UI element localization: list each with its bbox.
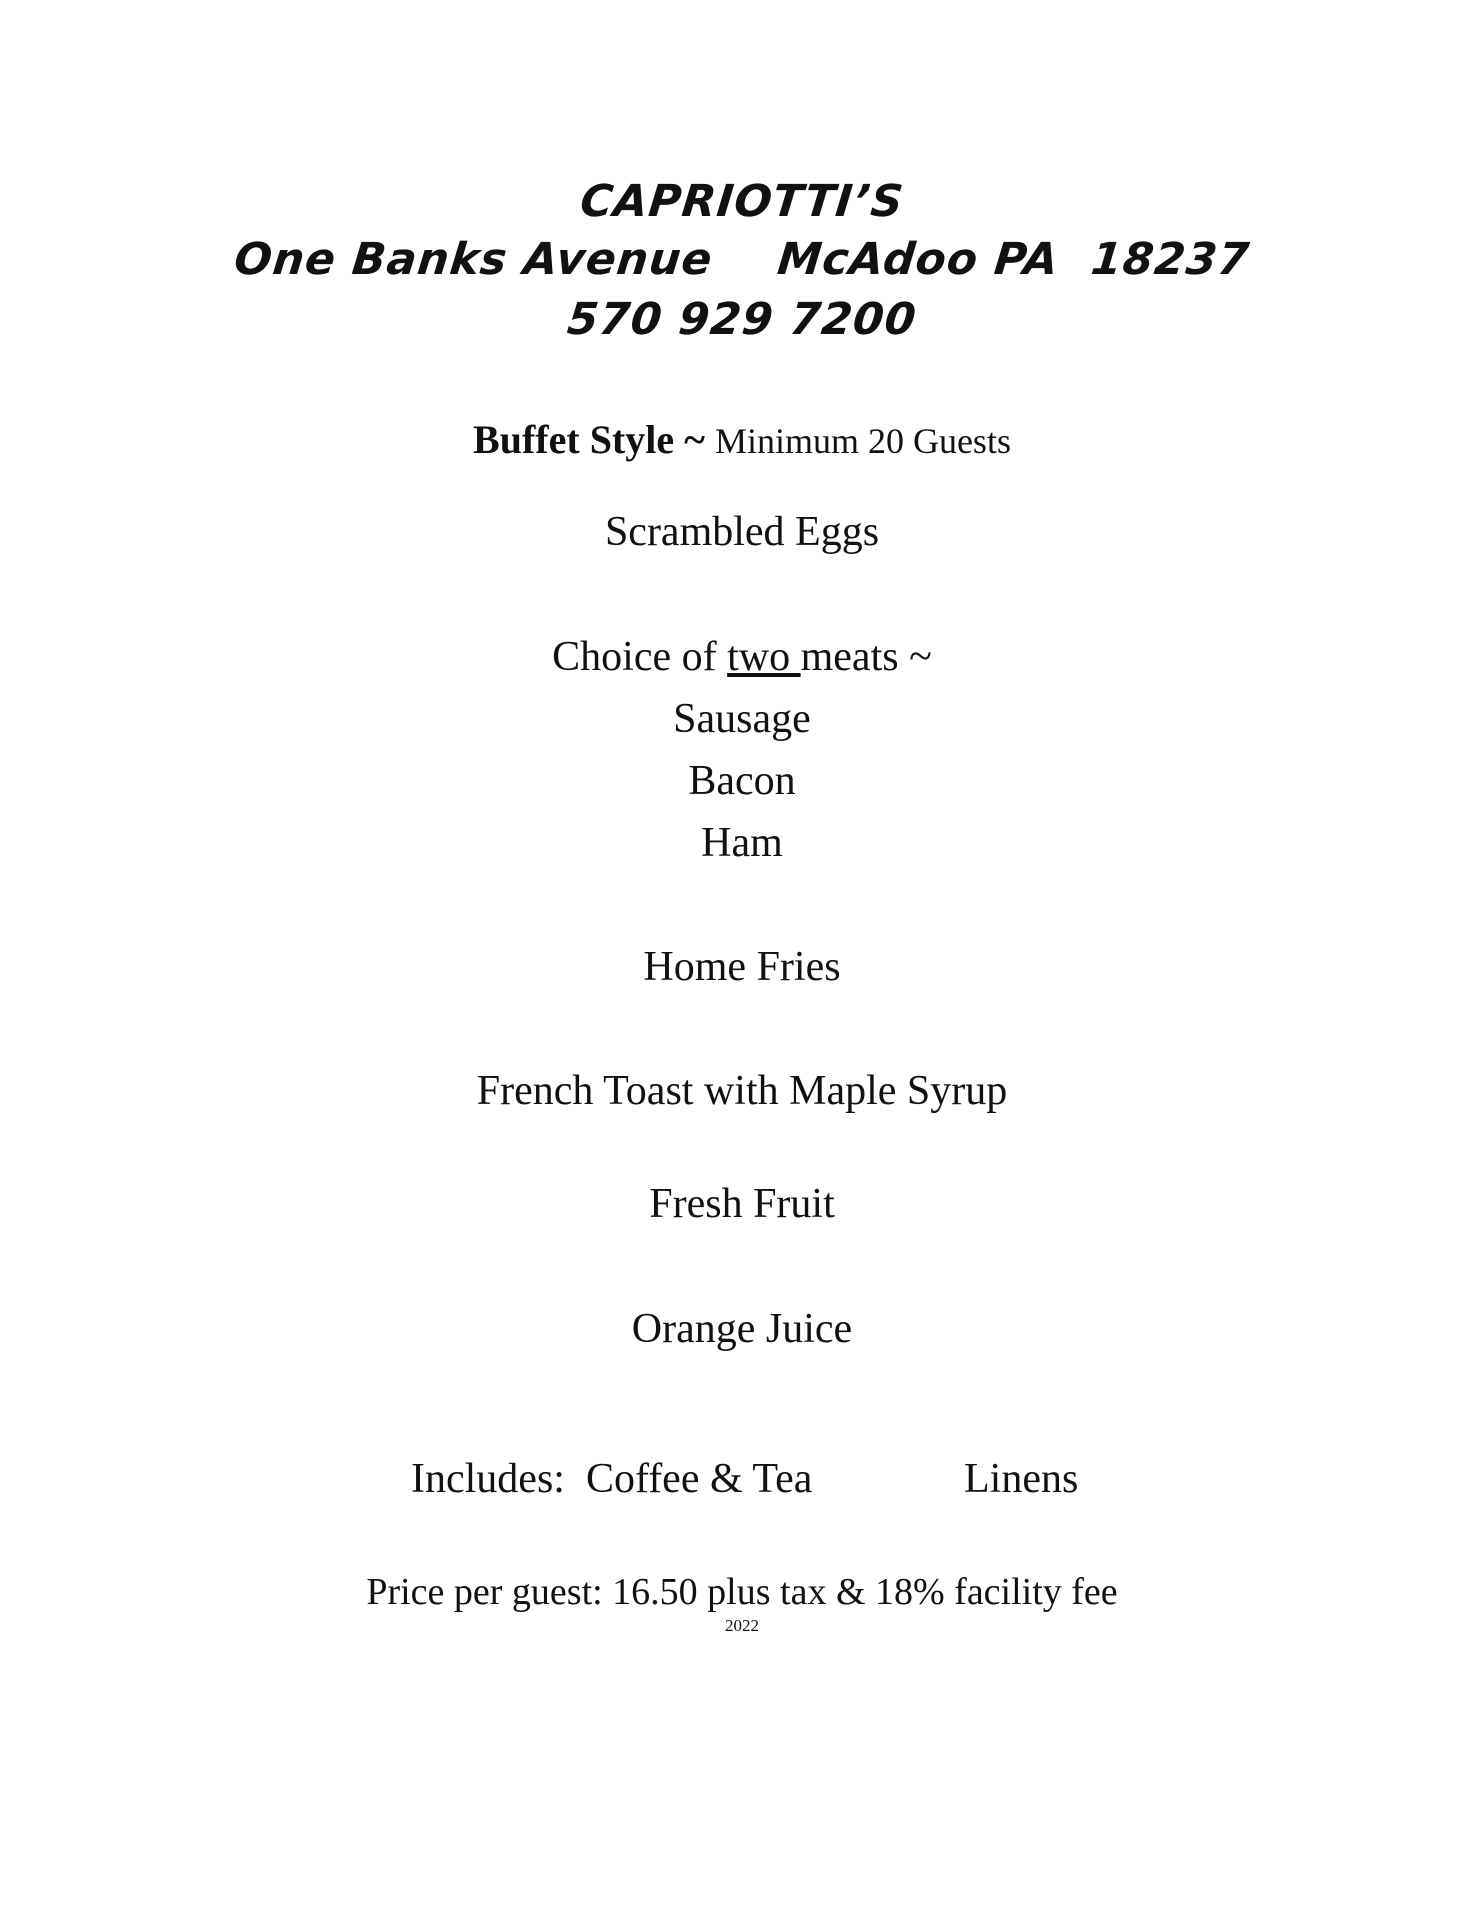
menu-item-fries: Home Fries: [643, 944, 841, 990]
restaurant-address: One Banks Avenue McAdoo PA 18237: [231, 234, 1253, 285]
meat-option-bacon: Bacon: [688, 758, 796, 804]
restaurant-phone: 570 929 7200: [564, 294, 920, 345]
buffet-subtitle: [0, 417, 1484, 462]
restaurant-name: CAPRIOTTI’S: [577, 176, 907, 227]
includes-label: Includes: Coffee & Tea: [411, 1456, 813, 1502]
meats-emphasis: two: [727, 634, 801, 680]
includes-linens: Linens: [964, 1456, 1079, 1502]
menu-item-toast: French Toast with Maple Syrup: [476, 1068, 1008, 1114]
meat-option-ham: Ham: [701, 820, 783, 866]
menu-year: 2022: [725, 1616, 759, 1635]
minimum-guests: Minimum 20 Guests: [714, 421, 1011, 461]
buffet-style-label: Buffet Style: [473, 417, 675, 462]
meats-prefix: Choice of: [552, 634, 728, 680]
menu-item-eggs: Scrambled Eggs: [604, 509, 880, 555]
menu-item-fruit: Fresh Fruit: [649, 1181, 835, 1227]
subtitle-separator: ~: [674, 417, 715, 462]
price-per-guest: Price per guest: 16.50 plus tax & 18% facility fee: [366, 1571, 1118, 1613]
menu-item-juice: Orange Juice: [631, 1306, 853, 1352]
meats-suffix: meats ~: [800, 634, 932, 680]
meats-heading: [0, 636, 1484, 678]
meat-option-sausage: Sausage: [673, 696, 811, 742]
